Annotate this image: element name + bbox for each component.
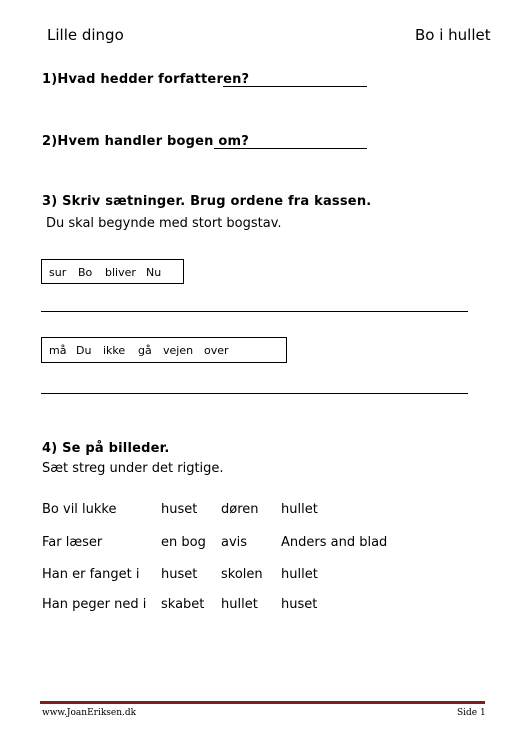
choice-option[interactable]: skabet — [161, 597, 205, 612]
choice-row — [0, 535, 527, 555]
choice-row — [0, 597, 527, 617]
footer-rule — [40, 701, 485, 704]
choice-row — [0, 502, 527, 522]
question-4-instruction: Sæt streg under det rigtige. — [42, 461, 224, 476]
footer-website[interactable]: www.JoanEriksen.dk — [42, 708, 137, 718]
question-4: 4) Se på billeder. — [42, 441, 170, 456]
question-2: 2)Hvem handler bogen om? — [42, 134, 249, 149]
choice-option[interactable]: hullet — [221, 597, 258, 612]
answer-line-1 — [223, 86, 367, 87]
word-box-1-word: bliver — [105, 266, 136, 279]
choice-option[interactable]: huset — [161, 567, 198, 582]
word-box-2-word: Du — [76, 344, 92, 357]
choice-option[interactable]: en bog — [161, 535, 206, 550]
word-box-1-word: Nu — [146, 266, 162, 279]
word-box-1 — [41, 259, 184, 284]
choice-prompt: Bo vil lukke — [42, 502, 117, 517]
word-box-2-word: gå — [138, 344, 152, 357]
sentence-line-1 — [41, 311, 468, 312]
question-3: 3) Skriv sætninger. Brug ordene fra kassen. — [42, 194, 372, 209]
worksheet-title-right: Bo i hullet — [415, 26, 491, 44]
choice-option[interactable]: døren — [221, 502, 259, 517]
word-box-2-word: vejen — [163, 344, 194, 357]
choice-option[interactable]: Anders and blad — [281, 535, 388, 550]
sentence-line-2 — [41, 393, 468, 394]
choice-option[interactable]: huset — [281, 597, 318, 612]
question-3-instruction: Du skal begynde med stort bogstav. — [46, 216, 282, 231]
word-box-1-word: sur — [49, 266, 67, 279]
choice-prompt: Han peger ned i — [42, 597, 147, 612]
choice-option[interactable]: huset — [161, 502, 198, 517]
word-box-2-word: ikke — [103, 344, 126, 357]
choice-row — [0, 567, 527, 587]
choice-option[interactable]: hullet — [281, 567, 318, 582]
choice-option[interactable]: hullet — [281, 502, 318, 517]
choice-prompt: Far læser — [42, 535, 103, 550]
footer-page-number: Side 1 — [457, 708, 486, 718]
word-box-2-word: over — [204, 344, 229, 357]
word-box-1-word: Bo — [78, 266, 93, 279]
word-box-2 — [41, 337, 287, 363]
choice-option[interactable]: avis — [221, 535, 248, 550]
question-1: 1)Hvad hedder forfatteren? — [42, 72, 250, 87]
answer-line-2 — [214, 148, 367, 149]
word-box-2-word: må — [49, 344, 67, 357]
choice-prompt: Han er fanget i — [42, 567, 140, 582]
worksheet-title-left: Lille dingo — [47, 26, 124, 44]
choice-option[interactable]: skolen — [221, 567, 263, 582]
